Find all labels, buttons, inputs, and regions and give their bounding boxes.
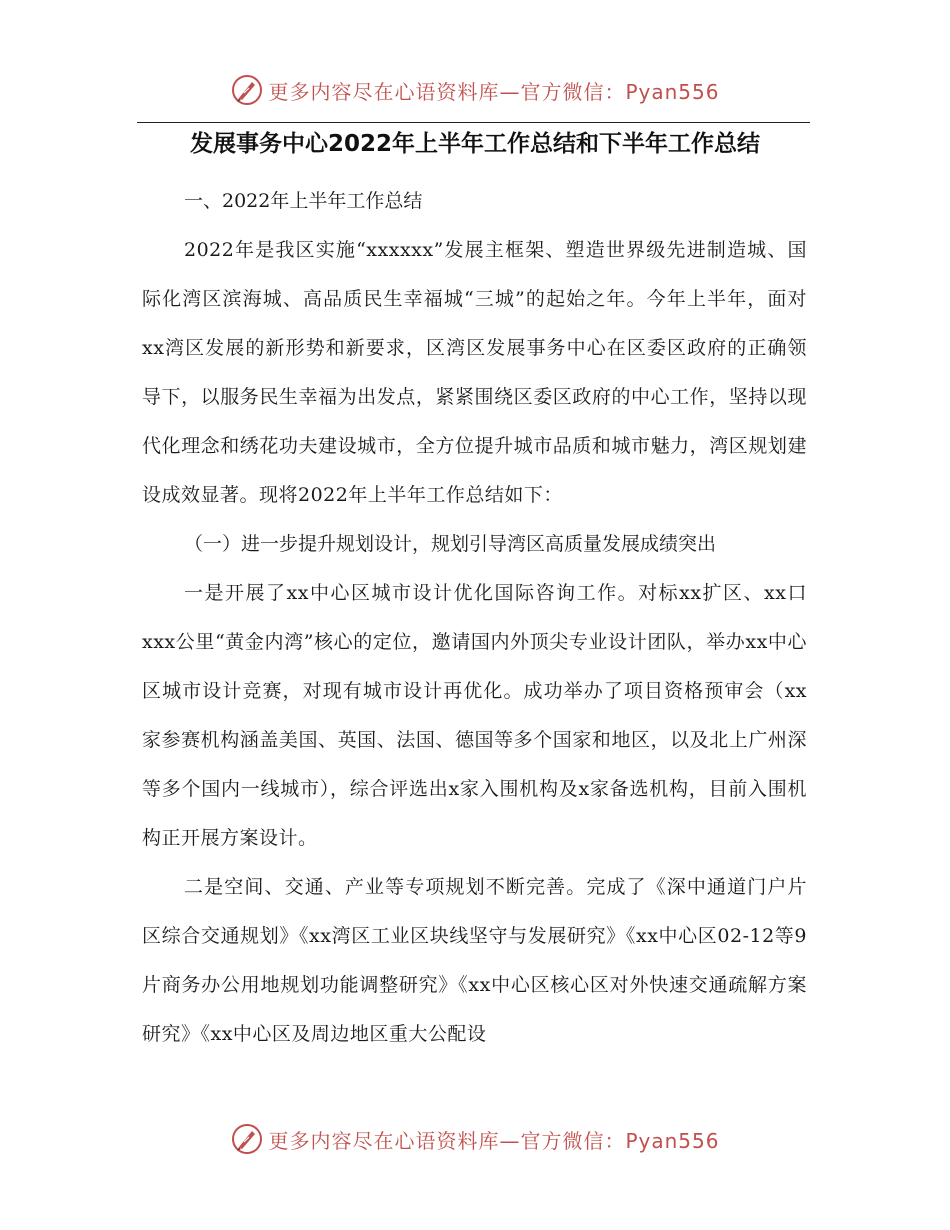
subsection-heading: （一）进一步提升规划设计，规划引导湾区高质量发展成绩突出 xyxy=(184,533,717,555)
document-title: 发展事务中心2022年上半年工作总结和下半年工作总结 xyxy=(189,131,760,157)
title-rule xyxy=(137,122,810,123)
body-paragraph-2: 二是空间、交通、产业等专项规划不断完善。完成了《深中通道门户片区综合交通规划》《xx湾区工业区块线坚守与发展研究》《xx中心区02-12等9片商务办公用地规划功能调整研究》《xx中心区核心区对外快速交通疏解方案研究》《xx中心区及周边地区重大公配设 xyxy=(142,876,807,1045)
header-banner xyxy=(0,70,950,110)
quill-pen-logo-icon xyxy=(230,1122,264,1156)
header-banner-text: 更多内容尽在心语资料库—官方微信：Pyan556 xyxy=(268,79,720,104)
quill-pen-logo-icon xyxy=(230,73,264,107)
document-body xyxy=(142,176,807,1059)
footer-banner xyxy=(0,1119,950,1159)
section-heading: 一、2022年上半年工作总结 xyxy=(184,190,423,212)
intro-paragraph: 2022年是我区实施“xxxxxx”发展主框架、塑造世界级先进制造城、国际化湾区滨海城、高品质民生幸福城“三城”的起始之年。今年上半年，面对xx湾区发展的新形势和新要求，区湾区发展事务中心在区委区政府的正确领导下，以服务民生幸福为出发点，紧紧围绕区委区政府的中心工作，坚持以现代化理念和绣花功夫建设城市，全方位提升城市品质和城市魅力，湾区规划建设成效显著。现将2022年上半年工作总结如下： xyxy=(142,239,807,506)
footer-banner-text: 更多内容尽在心语资料库—官方微信：Pyan556 xyxy=(268,1128,720,1153)
body-paragraph-1: 一是开展了xx中心区城市设计优化国际咨询工作。对标xx扩区、xx口xxx公里“黄金内湾”核心的定位，邀请国内外顶尖专业设计团队，举办xx中心区城市设计竞赛，对现有城市设计再优化。成功举办了项目资格预审会（xx家参赛机构涵盖美国、英国、法国、德国等多个国家和地区，以及北上广州深等多个国内一线城市），综合评选出x家入围机构及x家备选机构，目前入围机构正开展方案设计。 xyxy=(142,582,807,849)
